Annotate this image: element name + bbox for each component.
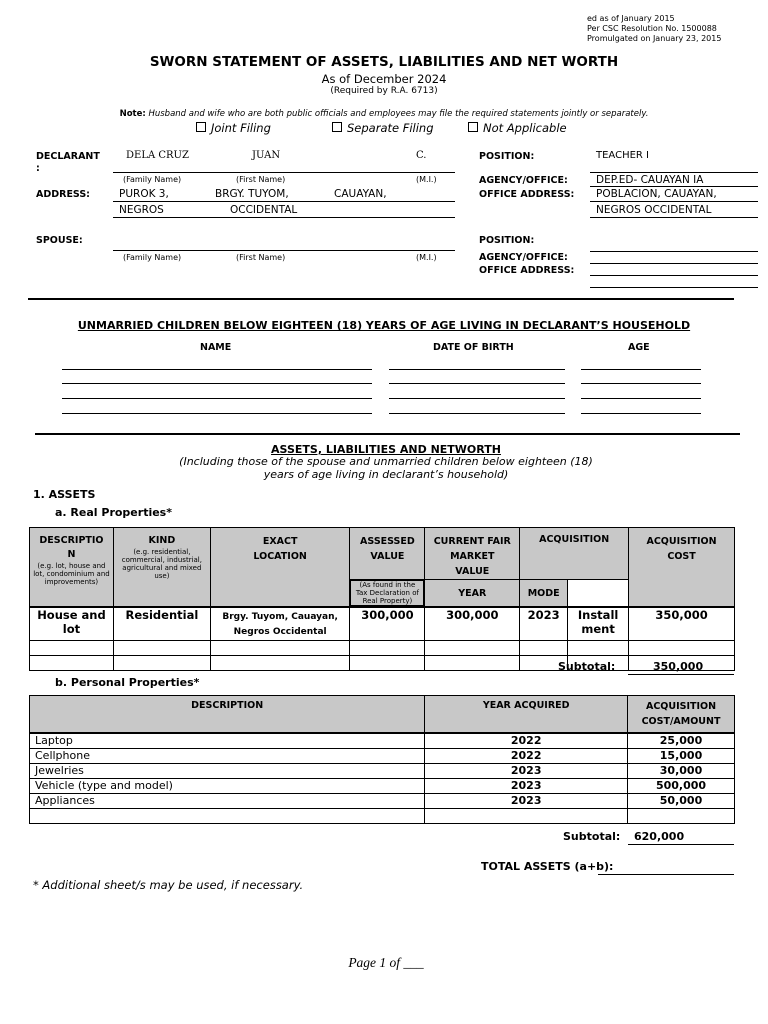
not-applicable-checkbox[interactable] [468, 121, 567, 135]
spouse-agency-line [590, 263, 758, 264]
empty-cell[interactable] [628, 809, 735, 824]
empty-cell[interactable] [350, 656, 425, 671]
child-dob-line [389, 398, 565, 399]
section-divider [35, 433, 740, 435]
office-address-label: OFFICE ADDRESS: [479, 189, 575, 200]
real-fair-cell[interactable]: 300,000 [425, 607, 520, 641]
header-description-b: N [67, 549, 76, 560]
real-subtotal-line [628, 674, 734, 675]
revision-line-2: Per CSC Resolution No. 1500088 [587, 24, 717, 33]
child-dob-line [389, 383, 565, 384]
spouse-position-label: POSITION: [479, 235, 535, 246]
real-mode-a: Install [577, 608, 619, 622]
spouse-position-line [590, 251, 758, 252]
table-row [30, 656, 735, 671]
child-row-line [62, 413, 372, 414]
form-revision-note [587, 14, 721, 44]
address-barangay[interactable]: BRGY. TUYOM, [215, 188, 289, 200]
position-line [590, 172, 758, 173]
table-row [30, 733, 735, 749]
office-line-1 [590, 201, 758, 202]
spouse-first-caption: (First Name) [236, 253, 286, 262]
declarant-family-name[interactable]: DELA CRUZ [126, 150, 189, 161]
revision-line-3: Promulgated on January 23, 2015 [587, 34, 722, 43]
child-row-line [62, 383, 372, 384]
note-text: Husband and wife who are both public officials and employees may file the required statements jointly or separately. [148, 109, 649, 119]
note-label: Note: [119, 109, 146, 119]
child-age-line [581, 383, 701, 384]
table-row [30, 607, 735, 641]
empty-cell[interactable] [425, 809, 628, 824]
header-cost-b: COST [667, 551, 696, 562]
header-description-a: DESCRIPTIO [39, 535, 104, 546]
personal-header-description: DESCRIPTION [30, 696, 425, 733]
address-label: ADDRESS: [36, 189, 90, 200]
alnw-subheading-2: years of age living in declarant’s household) [263, 468, 509, 481]
office-address-1[interactable]: POBLACION, CAUAYAN, [596, 188, 717, 200]
table-row [30, 809, 735, 824]
required-by: (Required by R.A. 6713) [330, 86, 438, 96]
personal-header-cost-a: ACQUISITION [645, 701, 717, 712]
personal-year-cell[interactable]: 2023 [425, 779, 628, 794]
child-row-line [62, 369, 372, 370]
empty-cell[interactable] [425, 656, 520, 671]
table-row [30, 641, 735, 656]
office-line-2 [590, 217, 758, 218]
real-kind-cell[interactable]: Residential [113, 607, 210, 641]
total-assets-label: TOTAL ASSETS (a+b): [481, 860, 614, 873]
agency-value[interactable]: DEP.ED- CAUAYAN IA [596, 174, 704, 186]
real-desc-b: lot [62, 622, 81, 636]
spouse-name-line [113, 250, 455, 251]
personal-header-year: YEAR ACQUIRED [425, 696, 628, 733]
header-fair-a: CURRENT FAIR [433, 536, 511, 547]
alnw-heading: ASSETS, LIABILITIES AND NETWORTH [271, 443, 501, 456]
total-assets-line [598, 874, 734, 875]
header-year: YEAR [425, 580, 520, 608]
agency-label: AGENCY/OFFICE: [479, 175, 568, 186]
empty-cell[interactable] [568, 641, 629, 656]
position-value[interactable]: TEACHER I [596, 150, 649, 161]
personal-cost-cell[interactable]: 15,000 [628, 749, 735, 764]
children-name-header: NAME [200, 342, 232, 353]
table-row [30, 794, 735, 809]
header-description-hint: (e.g. lot, house and lot, condominium and improvements) [33, 562, 110, 586]
personal-desc-cell[interactable]: Laptop [30, 733, 425, 749]
declarant-colon: : [36, 163, 40, 174]
address-purok[interactable]: PUROK 3, [119, 188, 169, 200]
spouse-family-caption: (Family Name) [123, 253, 182, 262]
empty-cell[interactable] [425, 641, 520, 656]
real-assessed-cell[interactable]: 300,000 [350, 607, 425, 641]
header-tax-note: (As found in the Tax Declaration of Real Property) [350, 580, 424, 606]
real-year-cell[interactable]: 2023 [520, 607, 568, 641]
real-mode-b: ment [581, 622, 615, 636]
empty-cell[interactable] [210, 641, 350, 656]
empty-cell[interactable] [30, 809, 425, 824]
children-heading: UNMARRIED CHILDREN BELOW EIGHTEEN (18) YEARS OF AGE LIVING IN DECLARANT’S HOUSEHOLD [77, 319, 691, 332]
spouse-mi-caption: (M.I.) [416, 253, 437, 262]
declarant-first-name[interactable]: JUAN [252, 150, 281, 161]
children-age-header: AGE [628, 342, 650, 353]
real-subtotal-value[interactable]: 350,000 [653, 660, 704, 673]
personal-subtotal-line [628, 844, 734, 845]
real-location-b: Negros Occidental [233, 627, 327, 637]
header-fair-value [425, 528, 520, 580]
address-province-2[interactable]: OCCIDENTAL [230, 204, 298, 216]
joint-filing-checkbox[interactable] [196, 121, 271, 135]
header-assessed-a: ASSESSED [360, 536, 415, 547]
footnote: * Additional sheet/s may be used, if necessary. [33, 878, 304, 892]
personal-subtotal-value[interactable]: 620,000 [634, 830, 685, 843]
empty-cell[interactable] [210, 656, 350, 671]
alnw-subheading-1: (Including those of the spouse and unmarried children below eighteen (18) [179, 455, 593, 468]
address-province-1[interactable]: NEGROS [119, 204, 164, 216]
header-fair-c: VALUE [455, 566, 490, 577]
personal-cost-cell[interactable]: 30,000 [628, 764, 735, 779]
personal-cost-cell[interactable]: 50,000 [628, 794, 735, 809]
personal-cost-cell[interactable]: 500,000 [628, 779, 735, 794]
personal-desc-cell[interactable]: Cellphone [30, 749, 425, 764]
as-of-date: As of December 2024 [321, 72, 447, 86]
empty-cell[interactable] [30, 641, 114, 656]
header-location-b: LOCATION [253, 551, 307, 562]
real-properties-table [29, 527, 735, 671]
mi-caption: (M.I.) [416, 175, 437, 184]
table-row [30, 764, 735, 779]
real-location-cell[interactable] [210, 607, 350, 641]
real-desc-a: House and [37, 608, 106, 622]
spouse-agency-label: AGENCY/OFFICE: [479, 252, 568, 263]
declarant-label: DECLARANT [36, 151, 100, 162]
personal-desc-cell[interactable]: Vehicle (type and model) [30, 779, 425, 794]
address-line-1 [113, 201, 455, 202]
joint-filing-label: Joint Filing [211, 121, 271, 135]
empty-cell[interactable] [629, 641, 735, 656]
header-mode: MODE [520, 580, 568, 608]
revision-line-1: ed as of January 2015 [587, 14, 675, 23]
personal-properties-table [29, 695, 735, 824]
header-assessed-b: VALUE [370, 551, 405, 562]
child-age-line [581, 369, 701, 370]
personal-desc-cell[interactable]: Appliances [30, 794, 425, 809]
empty-cell[interactable] [350, 641, 425, 656]
header-assessed [350, 528, 425, 580]
header-kind-label: KIND [148, 535, 176, 546]
real-mode-cell[interactable] [568, 607, 629, 641]
personal-year-cell[interactable]: 2022 [425, 733, 628, 749]
address-city[interactable]: CAUAYAN, [334, 188, 387, 200]
table-row [30, 749, 735, 764]
children-dob-header: DATE OF BIRTH [433, 342, 514, 353]
personal-cost-cell[interactable]: 25,000 [628, 733, 735, 749]
agency-line [590, 186, 758, 187]
header-acquisition: ACQUISITION [520, 528, 629, 580]
not-applicable-label: Not Applicable [483, 121, 567, 135]
spouse-label: SPOUSE: [36, 235, 83, 246]
header-location [210, 528, 350, 608]
assets-heading: 1. ASSETS [33, 488, 96, 501]
spouse-office-line-2 [590, 287, 758, 288]
spouse-office-line-1 [590, 275, 758, 276]
real-desc-cell[interactable] [30, 607, 114, 641]
table-row [30, 779, 735, 794]
checkbox-icon [196, 122, 206, 132]
header-cost-a: ACQUISITION [646, 536, 717, 547]
address-line-2 [113, 217, 455, 218]
personal-subtotal-label: Subtotal: [563, 830, 621, 843]
spouse-office-label: OFFICE ADDRESS: [479, 265, 575, 276]
child-dob-line [389, 369, 565, 370]
child-age-line [581, 398, 701, 399]
empty-cell[interactable] [113, 641, 210, 656]
real-location-a: Brgy. Tuyom, Cauayan, [222, 612, 338, 622]
checkbox-icon [332, 122, 342, 132]
empty-cell[interactable] [113, 656, 210, 671]
personal-header-cost-b: COST/AMOUNT [641, 716, 721, 727]
header-description [30, 528, 114, 608]
personal-desc-cell[interactable]: Jewelries [30, 764, 425, 779]
header-location-a: EXACT [262, 536, 298, 547]
child-dob-line [389, 413, 565, 414]
personal-year-cell[interactable]: 2023 [425, 794, 628, 809]
header-kind [113, 528, 210, 608]
real-properties-heading: a. Real Properties* [55, 506, 172, 519]
header-kind-hint: (e.g. residential, commercial, industrial, agricultural and mixed use) [121, 548, 202, 580]
empty-cell[interactable] [30, 656, 114, 671]
personal-year-cell[interactable]: 2022 [425, 749, 628, 764]
filing-note [0, 109, 768, 119]
child-row-line [62, 398, 372, 399]
header-fair-b: MARKET [450, 551, 495, 562]
personal-year-cell[interactable]: 2023 [425, 764, 628, 779]
header-cost [629, 528, 735, 608]
page-number: Page 1 of ___ [348, 955, 424, 970]
page-title: SWORN STATEMENT OF ASSETS, LIABILITIES AND NET WORTH [149, 54, 619, 70]
real-cost-cell[interactable]: 350,000 [629, 607, 735, 641]
real-subtotal-label: Subtotal: [558, 660, 616, 673]
office-address-2[interactable]: NEGROS OCCIDENTAL [596, 204, 712, 216]
section-divider [28, 298, 734, 300]
empty-cell[interactable] [520, 641, 568, 656]
family-name-caption: (Family Name) [123, 175, 182, 184]
first-name-caption: (First Name) [236, 175, 286, 184]
personal-header-cost [628, 696, 735, 733]
child-age-line [581, 413, 701, 414]
separate-filing-label: Separate Filing [347, 121, 434, 135]
checkbox-icon [468, 122, 478, 132]
declarant-mi[interactable]: C. [416, 150, 427, 161]
position-label: POSITION: [479, 151, 535, 162]
personal-properties-heading: b. Personal Properties* [55, 676, 200, 689]
separate-filing-checkbox[interactable] [332, 121, 434, 135]
declarant-name-line [113, 172, 455, 173]
